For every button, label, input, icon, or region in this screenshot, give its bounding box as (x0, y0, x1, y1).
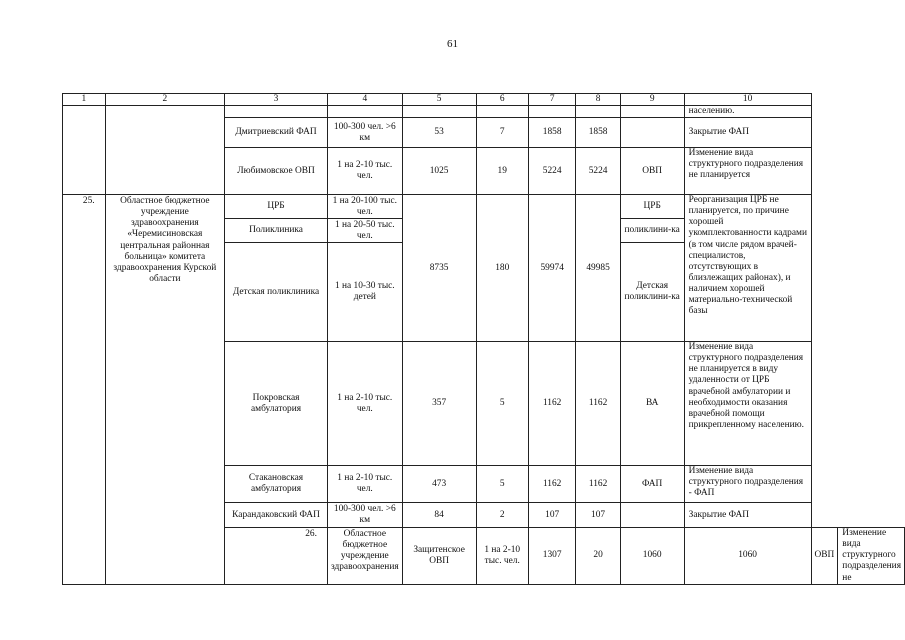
value-c9 (620, 503, 684, 528)
value-c6: 180 (476, 195, 528, 342)
value-c8: 1162 (576, 342, 620, 466)
org-number: 25. (63, 195, 106, 584)
value-c5: 8735 (402, 195, 476, 342)
header-cell: 4 (327, 94, 402, 106)
header-cell: 2 (105, 94, 225, 106)
value-c6: 5 (476, 466, 528, 503)
value-c7: 1060 (620, 528, 684, 584)
value-c6: 7 (476, 118, 528, 148)
value-c6: 2 (476, 503, 528, 528)
value-c6: 19 (476, 148, 528, 195)
org-number: 26. (225, 528, 328, 584)
capacity-norm: 1 на 20-100 тыс. чел. (327, 195, 402, 219)
value-c7: 5224 (528, 148, 576, 195)
value-c5: 473 (402, 466, 476, 503)
note-c10: Изменение вида структурного подразделения не (838, 528, 905, 584)
value-c5: 84 (402, 503, 476, 528)
value-c5: 357 (402, 342, 476, 466)
facility-name: ЦРБ (225, 195, 328, 219)
header-cell: 3 (225, 94, 328, 106)
value-c9: ОВП (620, 148, 684, 195)
org-name: Областное бюджетное учреждение здравоохранения «Черемисиновская центральная районная больница» комитета здравоохранения Курской области (105, 195, 225, 584)
value-c6: 20 (576, 528, 620, 584)
value-c7: 1162 (528, 342, 576, 466)
header-cell: 5 (402, 94, 476, 106)
value-c9: ФАП (620, 466, 684, 503)
capacity-norm: 1 на 10-30 тыс. детей (327, 243, 402, 342)
value-c8: 5224 (576, 148, 620, 195)
capacity-norm: 1 на 20-50 тыс. чел. (327, 219, 402, 243)
note-c10: Реорганизация ЦРБ не планируется, по причине хорошей укомплектованности кадрами (в том числе рядом врачей-специалистов, отсутствующих в близлежащих районах), и наличием хорошей материально-технической базы (684, 195, 811, 342)
cell-num-empty (63, 106, 106, 195)
header-cell: 10 (684, 94, 811, 106)
org-name: Областное бюджетное учреждение здравоохранения (327, 528, 402, 584)
facility-name: Покровская амбулатория (225, 342, 328, 466)
facility-name: Защитенское ОВП (402, 528, 476, 584)
note-c10: Закрытие ФАП (684, 503, 811, 528)
cell-org-empty (105, 106, 225, 195)
value-c9 (620, 118, 684, 148)
header-cell: 1 (63, 94, 106, 106)
value-c7: 107 (528, 503, 576, 528)
header-row (63, 94, 905, 106)
value-c8: 107 (576, 503, 620, 528)
value-c9: Детская поликлини-ка (620, 243, 684, 342)
capacity-norm: 1 на 2-10 тыс. чел. (327, 342, 402, 466)
value-c9: ВА (620, 342, 684, 466)
value-c8: 49985 (576, 195, 620, 342)
capacity-norm: 1 на 2-10 тыс. чел. (476, 528, 528, 584)
capacity-norm: 1 на 2-10 тыс. чел. (327, 148, 402, 195)
header-cell: 8 (576, 94, 620, 106)
value-c8: 1162 (576, 466, 620, 503)
note-c10: Изменение вида структурного подразделения не планируется в виду удаленности от ЦРБ врачебной амбулатории и необходимости оказания врачебной помощи прикрепленному населению. (684, 342, 811, 466)
value-c8: 1060 (684, 528, 811, 584)
facility-name: Любимовское ОВП (225, 148, 328, 195)
value-c7: 1162 (528, 466, 576, 503)
note-c10: Закрытие ФАП (684, 118, 811, 148)
value-c9: поликлини-ка (620, 219, 684, 243)
header-cell: 7 (528, 94, 576, 106)
note-c10: Изменение вида структурного подразделения не планируется (684, 148, 811, 195)
facility-name: Поликлиника (225, 219, 328, 243)
facility-name: Карандаковский ФАП (225, 503, 328, 528)
header-cell: 9 (620, 94, 684, 106)
facility-name: Стакановская амбулатория (225, 466, 328, 503)
value-c5: 53 (402, 118, 476, 148)
capacity-norm: 1 на 2-10 тыс. чел. (327, 466, 402, 503)
value-c8: 1858 (576, 118, 620, 148)
facility-name: Дмитриевский ФАП (225, 118, 328, 148)
capacity-norm: 100-300 чел. >6 км (327, 118, 402, 148)
value-c7: 59974 (528, 195, 576, 342)
facility-name: Детская поликлиника (225, 243, 328, 342)
table-row (63, 195, 905, 219)
value-c6: 5 (476, 342, 528, 466)
value-c9: ЦРБ (620, 195, 684, 219)
page-number: 61 (447, 38, 458, 50)
health-facilities-table (62, 93, 905, 585)
note-c10: Изменение вида структурного подразделения - ФАП (684, 466, 811, 503)
value-c5: 1307 (528, 528, 576, 584)
continued-row (63, 106, 905, 118)
capacity-norm: 100-300 чел. >6 км (327, 503, 402, 528)
value-c7: 1858 (528, 118, 576, 148)
value-c9: ОВП (811, 528, 838, 584)
value-c5: 1025 (402, 148, 476, 195)
continued-note: населению. (684, 106, 811, 118)
header-cell: 6 (476, 94, 528, 106)
